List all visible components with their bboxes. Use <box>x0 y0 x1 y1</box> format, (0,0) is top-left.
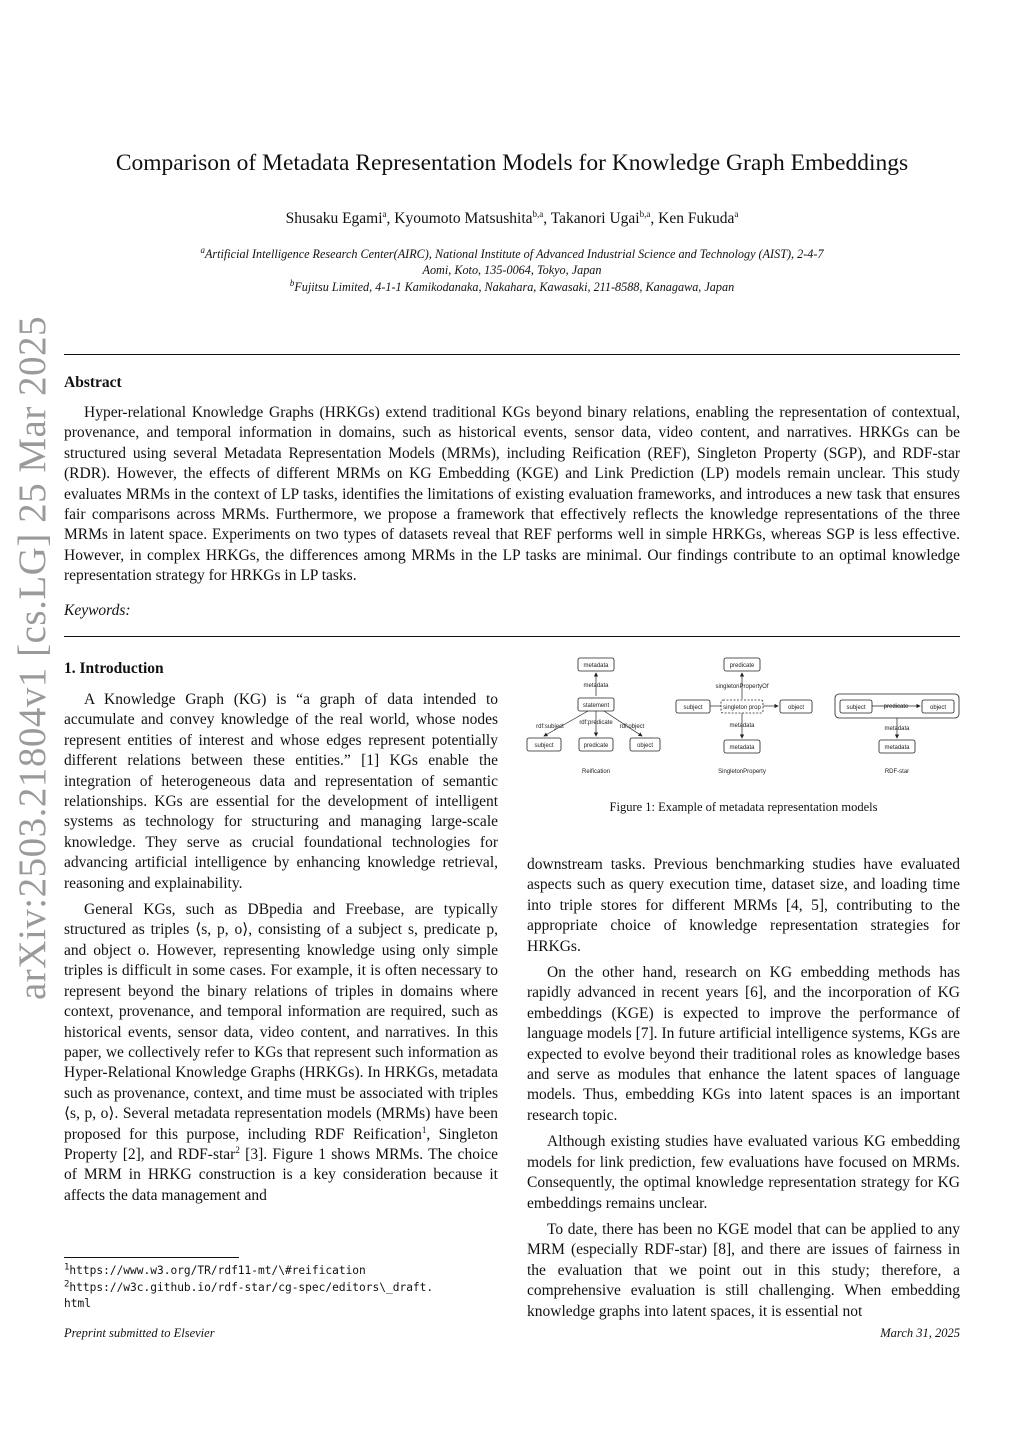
node-label: metadata <box>884 745 910 751</box>
footnote-ref: 1 <box>421 1124 427 1135</box>
affiliation-b <box>140 279 884 295</box>
node-label: object <box>636 743 654 749</box>
footnote-2 <box>64 1280 498 1312</box>
node-label: subject <box>683 705 703 711</box>
node-label: subject <box>534 743 554 749</box>
node-label: metadata <box>583 663 609 669</box>
paragraph-text: , Singleton Property [2], and RDF-star <box>64 1125 498 1163</box>
diagram-label: Reification <box>581 769 611 775</box>
node-label: statement <box>582 703 610 709</box>
author-affiliation-mark: a <box>382 208 387 219</box>
footnote-url: html <box>64 1297 91 1310</box>
reification-diagram <box>527 658 660 775</box>
diagram-label: SingletonProperty <box>718 769 766 775</box>
footnote-mark: 1 <box>64 1262 70 1273</box>
edge-label: metadata <box>583 683 609 689</box>
footnote-ref: 2 <box>235 1144 240 1155</box>
diagram-label: RDF-star <box>884 769 910 775</box>
affiliation-text: Artificial Intelligence Research Center(AIRC), National Institute of Advanced Industrial Science and Technology (AIST), 2-4-7 <box>204 247 824 261</box>
paragraph-text: General KGs, such as DBpedia and Freebase, are typically structured as triples ⟨s, p, o⟩, consisting of a subject s, predicate p, and object o. However, representing knowledge using only simple triples is difficult in some cases. For example, it is often necessary to represent beyond the binary relations of triples in domains where context, provenance, and temporal information are required, such as historical events, sensor data, video content, and narratives. In this paper, we collectively refer to KGs that represent such information as Hyper-Relational Knowledge Graphs (HRKGs). In HRKGs, metadata such as provenance, context, and time must be associated with triples ⟨s, p, o⟩. Several metadata representation models (MRMs) have been proposed for this purpose, including RDF Reification <box>64 901 498 1143</box>
keywords-label: Keywords: <box>64 602 131 619</box>
footnote-url: https://w3c.github.io/rdf-star/cg-spec/editors\_draft. <box>69 1281 434 1294</box>
left-column <box>64 690 498 1212</box>
author-name: Ken Fukuda <box>658 210 735 227</box>
affiliation-a <box>140 246 884 278</box>
figure-caption: Figure 1: Example of metadata representation models <box>609 800 878 814</box>
right-column <box>527 855 960 1328</box>
node-label: predicate <box>729 663 755 669</box>
node-label: singleton prop <box>723 705 761 711</box>
edge-label: metadata <box>884 726 910 732</box>
edge-label: rdf:predicate <box>579 720 613 726</box>
rdf-star-diagram <box>835 694 959 775</box>
abstract-divider <box>64 636 960 637</box>
footnote-divider <box>64 1257 239 1258</box>
author-affiliation-mark: b,a <box>639 208 651 219</box>
author-name: Shusaku Egami <box>285 210 383 227</box>
section-heading-introduction: 1. Introduction <box>64 660 164 677</box>
paper-title: Comparison of Metadata Representation Models for Knowledge Graph Embeddings <box>115 150 909 176</box>
edge-label: rdf:subject <box>536 724 564 730</box>
footer-right: March 31, 2025 <box>880 1326 960 1340</box>
abstract-text: Hyper-relational Knowledge Graphs (HRKGs) extend traditional KGs beyond binary relations, enabling the representation of contextual, provenance, and temporal information in domains, such as historical events, sensor data, video content, and narratives. HRKGs can be structured using several Metadata Representation Models (MRMs), including Reification (REF), Singleton Property (SGP), and RDF-star (RDR). However, the effects of different MRMs on KG Embedding (KGE) and Link Prediction (LP) models remain unclear. This study evaluates MRMs in the context of LP tasks, identifies the limitations of existing evaluation frameworks, and introduces a new task that ensures fair comparisons across MRMs. Furthermore, we propose a framework that effectively reflects the knowledge representations of the three MRMs in latent space. Experiments on two types of datasets reveal that REF performs well in simple HRKGs, whereas SGP is less effective. However, in complex HRKGs, the differences among MRMs in the LP tasks are minimal. Our findings contribute to an optimal knowledge representation strategy for HRKGs in LP tasks. <box>64 404 960 585</box>
node-label: metadata <box>729 745 755 751</box>
author-list: Shusaku Egami$^a$, Kyoumoto Matsushita$^{b,a}$, Takanori Ugai$^{b,a}$, Ken Fukuda$^a$ <box>285 208 739 227</box>
affiliation-mark: a <box>200 244 205 255</box>
affiliation-text: Fujitsu Limited, 4-1-1 Kamikodanaka, Nakahara, Kawasaki, 211-8588, Kanagawa, Japan <box>294 280 735 294</box>
node-label: object <box>929 705 947 711</box>
footnote-1 <box>64 1263 498 1279</box>
paragraph: downstream tasks. Previous benchmarking studies have evaluated aspects such as query execution time, dataset size, and loading time into triple stores for different MRMs [4, 5], contributing to the appropriate choice of knowledge representation strategies for HRKGs. <box>527 856 960 955</box>
node-label: predicate <box>583 743 609 749</box>
paragraph: Although existing studies have evaluated various KG embedding models for link prediction, few evaluations have focused on MRMs. Consequently, the optimal knowledge representation strategy for KG embeddings remains unclear. <box>527 1133 960 1212</box>
edge-label: metadata <box>729 723 755 729</box>
author-name: Takanori Ugai <box>550 210 640 227</box>
footer-left: Preprint submitted to Elsevier <box>64 1326 215 1340</box>
node-label: object <box>787 705 805 711</box>
paragraph: On the other hand, research on KG embedding methods has rapidly advanced in recent years [6], and the incorporation of KG embeddings (KGE) is expected to improve the performance of language models [7]. In future artificial intelligence systems, KGs are expected to evolve beyond their traditional roles as knowledge bases and serve as modules that enhance the latent spaces of language models. Thus, embedding KGs into latent spaces is an important research topic. <box>527 964 960 1124</box>
edge-label: rdf:object <box>619 724 645 730</box>
arxiv-sidebar-stamp: arXiv:2503.21804v1 [cs.LG] 25 Mar 2025 <box>11 315 54 1000</box>
edge-label: singletonPropertyOf <box>715 684 769 690</box>
paragraph: A Knowledge Graph (KG) is “a graph of data intended to accumulate and convey knowledge of the real world, whose nodes represent entities of interest and whose edges represent potentially different relations between these entities.” [1] KGs enable the integration of heterogeneous data and representation of semantic relationships. KGs are essential for the development of intelligent systems as technology for structuring and managing large-scale knowledge. They serve as crucial foundational technologies for advancing artificial intelligence by enhancing knowledge retrieval, reasoning and explainability. <box>64 691 498 892</box>
footnote-mark: 2 <box>64 1279 70 1290</box>
author-affiliation-mark: a <box>734 208 739 219</box>
paragraph-text: [3]. Figure 1 shows MRMs. The choice of MRM in HRKG construction is a key consideration because it affects the data management and <box>64 1145 499 1204</box>
author-name: Kyoumoto Matsushita <box>394 210 533 227</box>
top-divider <box>64 354 960 355</box>
affiliation-mark: b <box>289 277 295 288</box>
edge-label: predicate <box>883 704 909 710</box>
paragraph: To date, there has been no KGE model that can be applied to any MRM (especially RDF-star) [8], and there are issues of fairness in the evaluation that we point out in this study; therefore, a comprehensive evaluation is still challenging. When embedding knowledge graphs into latent spaces, it is essential not <box>527 1220 960 1320</box>
author-affiliation-mark: b,a <box>532 208 544 219</box>
figure-mrm-diagram <box>524 650 964 780</box>
singleton-property-diagram <box>676 658 812 775</box>
footnote-url: https://www.w3.org/TR/rdf11-mt/\#reification <box>69 1264 366 1277</box>
node-label: subject <box>846 705 866 711</box>
abstract-heading: Abstract <box>64 374 122 391</box>
affiliation-text: Aomi, Koto, 135-0064, Tokyo, Japan <box>422 263 602 277</box>
paragraph <box>64 900 498 1206</box>
